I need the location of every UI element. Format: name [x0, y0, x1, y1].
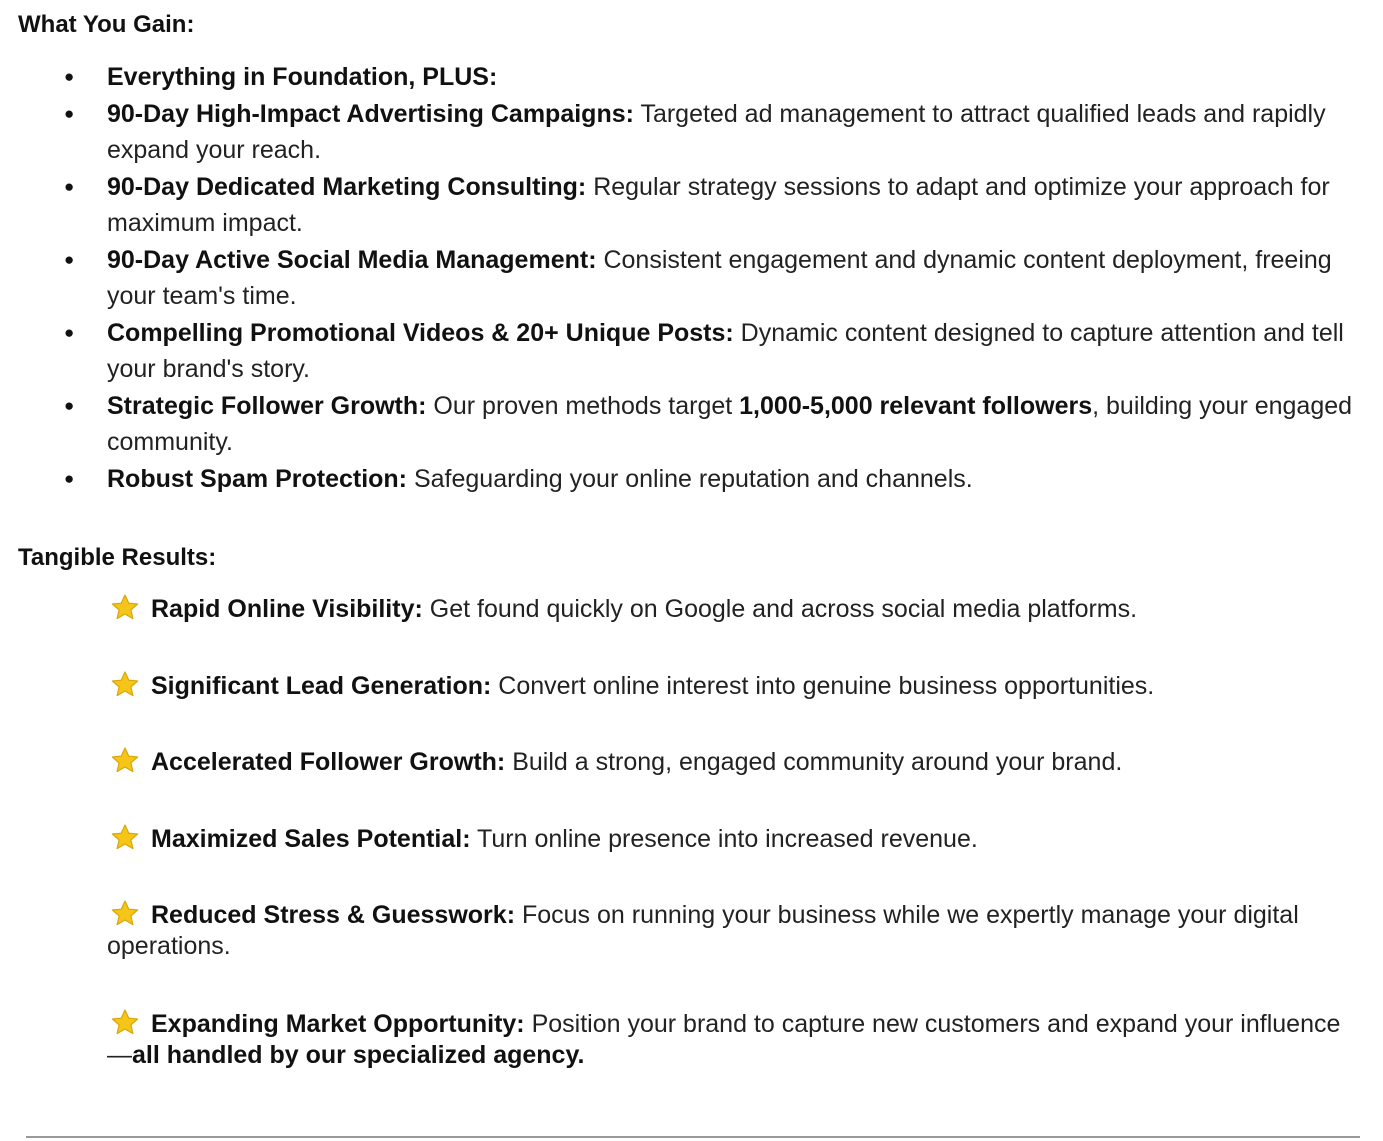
tangible-results-heading: Tangible Results: [18, 544, 217, 571]
result-item [107, 824, 1363, 855]
bullet-icon: ● [64, 67, 75, 86]
list-item [0, 169, 1383, 242]
item-title: Everything in Foundation, PLUS: [107, 63, 498, 91]
star-icon [110, 1009, 140, 1035]
item-title: Strategic Follower Growth: [107, 391, 427, 420]
result-item [107, 747, 1363, 778]
result-text: Turn online presence into increased revenue. [470, 825, 978, 853]
star-icon [110, 747, 140, 773]
list-item [0, 315, 1383, 388]
item-title: 90-Day High-Impact Advertising Campaigns: [107, 99, 634, 128]
gain-list [0, 59, 1383, 497]
result-text: Get found quickly on Google and across social media platforms. [422, 595, 1138, 623]
bullet-icon: ● [64, 249, 75, 269]
star-icon [110, 824, 140, 850]
list-item [0, 242, 1383, 315]
result-title: Reduced Stress & Guesswork: [151, 901, 516, 929]
result-title: Maximized Sales Potential: [151, 825, 471, 853]
item-text: Consistent engagement and dynamic content deployment, freeing your team's time. [107, 245, 1332, 310]
item-text: Dynamic content designed to capture attention and tell your brand's story. [107, 318, 1344, 383]
result-title: Rapid Online Visibility: [151, 595, 423, 623]
item-text: Safeguarding your online reputation and channels. [407, 464, 973, 493]
star-icon [110, 900, 140, 926]
result-title: Expanding Market Opportunity: [151, 1010, 525, 1038]
item-title: 90-Day Dedicated Marketing Consulting: [107, 172, 587, 201]
item-title: Compelling Promotional Videos & 20+ Unique Posts: [107, 318, 734, 347]
item-text-tail: , building your engaged community. [107, 391, 1353, 456]
result-text: Build a strong, engaged community around your brand. [505, 748, 1123, 776]
list-item [0, 461, 1383, 498]
result-title: Accelerated Follower Growth: [151, 748, 506, 776]
result-item [107, 594, 1363, 625]
result-text: Convert online interest into genuine business opportunities. [491, 672, 1155, 700]
item-title: Robust Spam Protection: [107, 464, 408, 493]
item-text: Our proven methods target [426, 391, 740, 420]
list-item [0, 388, 1383, 461]
horizontal-divider [26, 1136, 1360, 1138]
result-title: Significant Lead Generation: [151, 672, 492, 700]
result-item [107, 1009, 1363, 1071]
star-icon [110, 671, 140, 697]
bullet-icon: ● [64, 103, 75, 123]
result-text: Focus on running your business while we expertly manage your digital operations. [107, 901, 1299, 960]
star-icon [110, 594, 140, 620]
list-item [0, 96, 1383, 169]
result-item [107, 900, 1363, 962]
what-you-gain-heading: What You Gain: [18, 11, 195, 38]
bullet-icon: ● [64, 395, 75, 415]
result-text: Position your brand to capture new customers and expand your influence— [107, 1010, 1341, 1069]
item-highlight: 1,000-5,000 relevant followers [739, 391, 1093, 420]
item-title: 90-Day Active Social Media Management: [107, 245, 597, 274]
result-highlight: all handled by our specialized agency. [132, 1041, 585, 1069]
item-text: Targeted ad management to attract qualified leads and rapidly expand your reach. [107, 99, 1326, 164]
bullet-icon: ● [64, 468, 75, 488]
result-item [107, 671, 1363, 702]
item-text: Regular strategy sessions to adapt and optimize your approach for maximum impact. [107, 172, 1330, 237]
bullet-icon: ● [64, 176, 75, 196]
bullet-icon: ● [64, 322, 75, 342]
list-item [0, 59, 1383, 96]
